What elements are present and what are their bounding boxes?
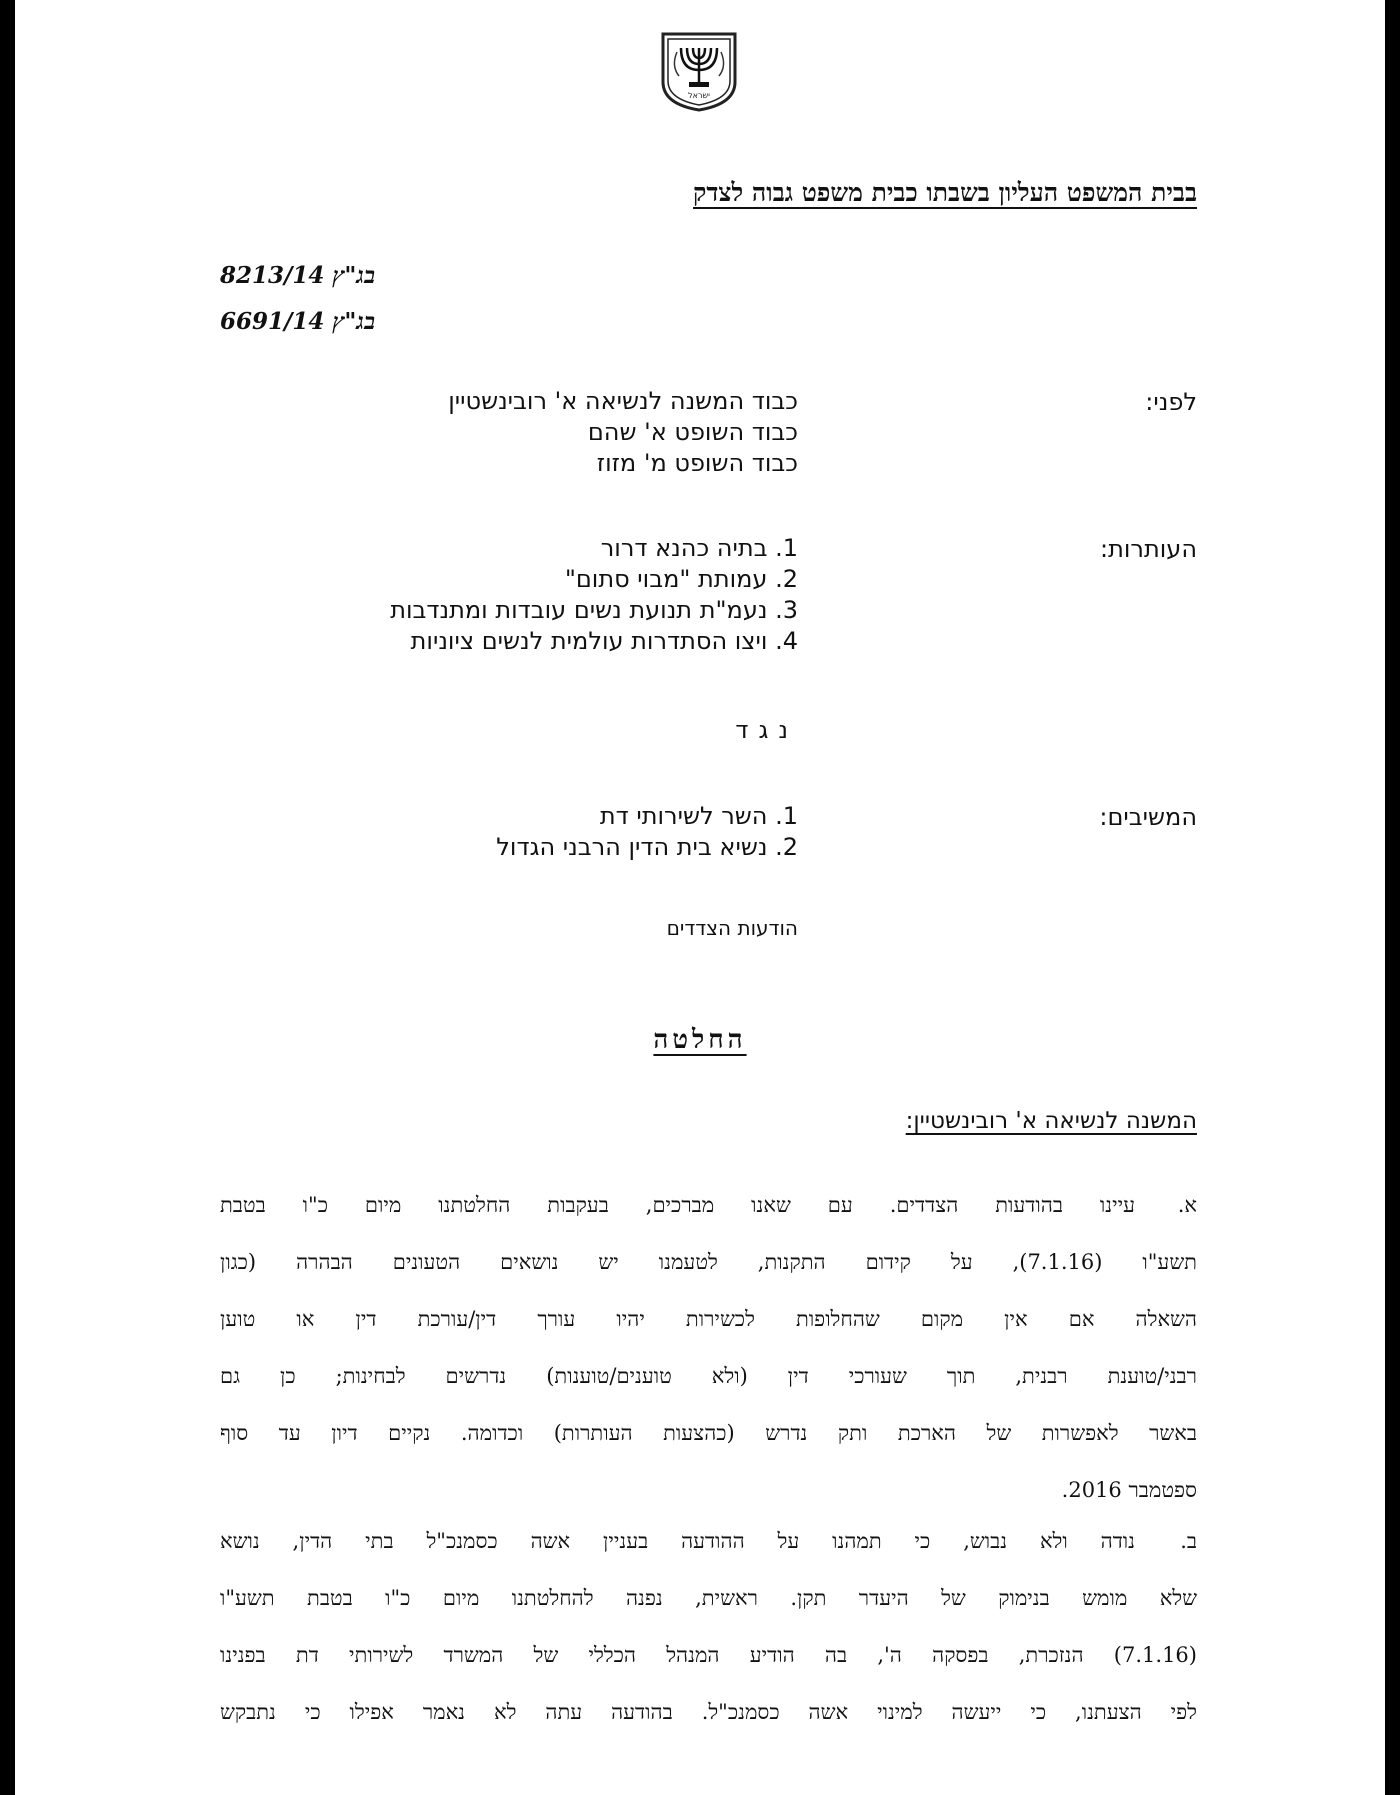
judge-name: כבוד המשנה לנשיאה א' רובינשטיין bbox=[448, 387, 798, 415]
paragraph-b bbox=[220, 1513, 1197, 1741]
paragraph-line: (7.1.16) הנזכרת, בפסקה ה', בה הודיע המנהל הכללי של המשרד לשירותי דת בפנינו bbox=[220, 1643, 1197, 1667]
court-title: בבית המשפט העליון בשבתו כבית משפט גבוה לצדק bbox=[693, 178, 1197, 207]
petitioner-item: 4. ויצו הסתדרות עולמית לנשים ציוניות bbox=[410, 627, 798, 655]
judge-name: כבוד השופט מ' מזוז bbox=[596, 449, 798, 477]
respondent-item: 2. נשיא בית הדין הרבני הגדול bbox=[496, 833, 798, 861]
paragraph-line: ב.נודה ולא נבוש, כי תמהנו על ההודעה בעניין אשה כסמנכ"ל בתי הדין, נושא bbox=[220, 1513, 1197, 1570]
paragraph-line: באשר לאפשרות של הארכת ותק נדרש (כהצעות העותרות) וכדומה. נקיים דיון עד סוף bbox=[220, 1421, 1197, 1445]
case-number: בג"ץ 8213/14 bbox=[220, 262, 376, 289]
paragraph-a bbox=[220, 1177, 1197, 1519]
party-notices-label: הודעות הצדדים bbox=[666, 916, 798, 940]
petitioners-label: העותרות: bbox=[1100, 535, 1197, 563]
judge-heading: המשנה לנשיאה א' רובינשטיין: bbox=[905, 1108, 1197, 1134]
petitioners-list bbox=[390, 533, 798, 657]
petitioner-item: 1. בתיה כהנא דרור bbox=[600, 534, 798, 562]
judge-name: כבוד השופט א' שהם bbox=[587, 418, 798, 446]
document-page bbox=[15, 0, 1385, 1795]
respondents-label: המשיבים: bbox=[1099, 803, 1197, 831]
emblem-text: ישראל bbox=[688, 91, 710, 100]
decision-title: החלטה bbox=[653, 1025, 747, 1055]
paragraph-line: לפי הצעתנו, כי ייעשה למינוי אשה כסמנכ"ל. בהודעה עתה לא נאמר אפילו כי נתבקש bbox=[220, 1700, 1197, 1724]
paragraph-line: א.עיינו בהודעות הצדדים. עם שאנו מברכים, בעקבות החלטתנו מיום כ"ו בטבת bbox=[220, 1177, 1197, 1234]
paragraph-line: ספטמבר 2016. bbox=[1061, 1478, 1197, 1502]
state-emblem-icon bbox=[657, 30, 741, 112]
respondent-item: 1. השר לשירותי דת bbox=[599, 802, 798, 830]
paragraph-line: תשע"ו (7.1.16), על קידום התקנות, לטעמנו יש נושאים הטעונים הבהרה (כגון bbox=[220, 1250, 1197, 1274]
judges-list bbox=[448, 386, 798, 479]
paragraph-line: רבני/טוענת רבנית, תוך שעורכי דין (ולא טוענים/טוענות) נדרשים לבחינות; כן גם bbox=[220, 1364, 1197, 1388]
respondents-list bbox=[496, 801, 798, 863]
paragraph-line: השאלה אם אין מקום שהחלופות לכשירות יהיו עורך דין/עורכת דין או טוען bbox=[220, 1307, 1197, 1331]
paragraph-letter: ב. bbox=[1180, 1529, 1197, 1553]
versus-label: נגד bbox=[735, 716, 798, 744]
case-number: בג"ץ 6691/14 bbox=[220, 308, 376, 335]
petitioner-item: 3. נעמ"ת תנועת נשים עובדות ומתנדבות bbox=[390, 596, 798, 624]
paragraph-letter: א. bbox=[1177, 1193, 1197, 1217]
petitioner-item: 2. עמותת "מבוי סתום" bbox=[564, 565, 798, 593]
before-label: לפני: bbox=[1145, 388, 1197, 416]
paragraph-line: שלא מומש בנימוק של היעדר תקן. ראשית, נפנה להחלטתנו מיום כ"ו בטבת תשע"ו bbox=[220, 1586, 1197, 1610]
